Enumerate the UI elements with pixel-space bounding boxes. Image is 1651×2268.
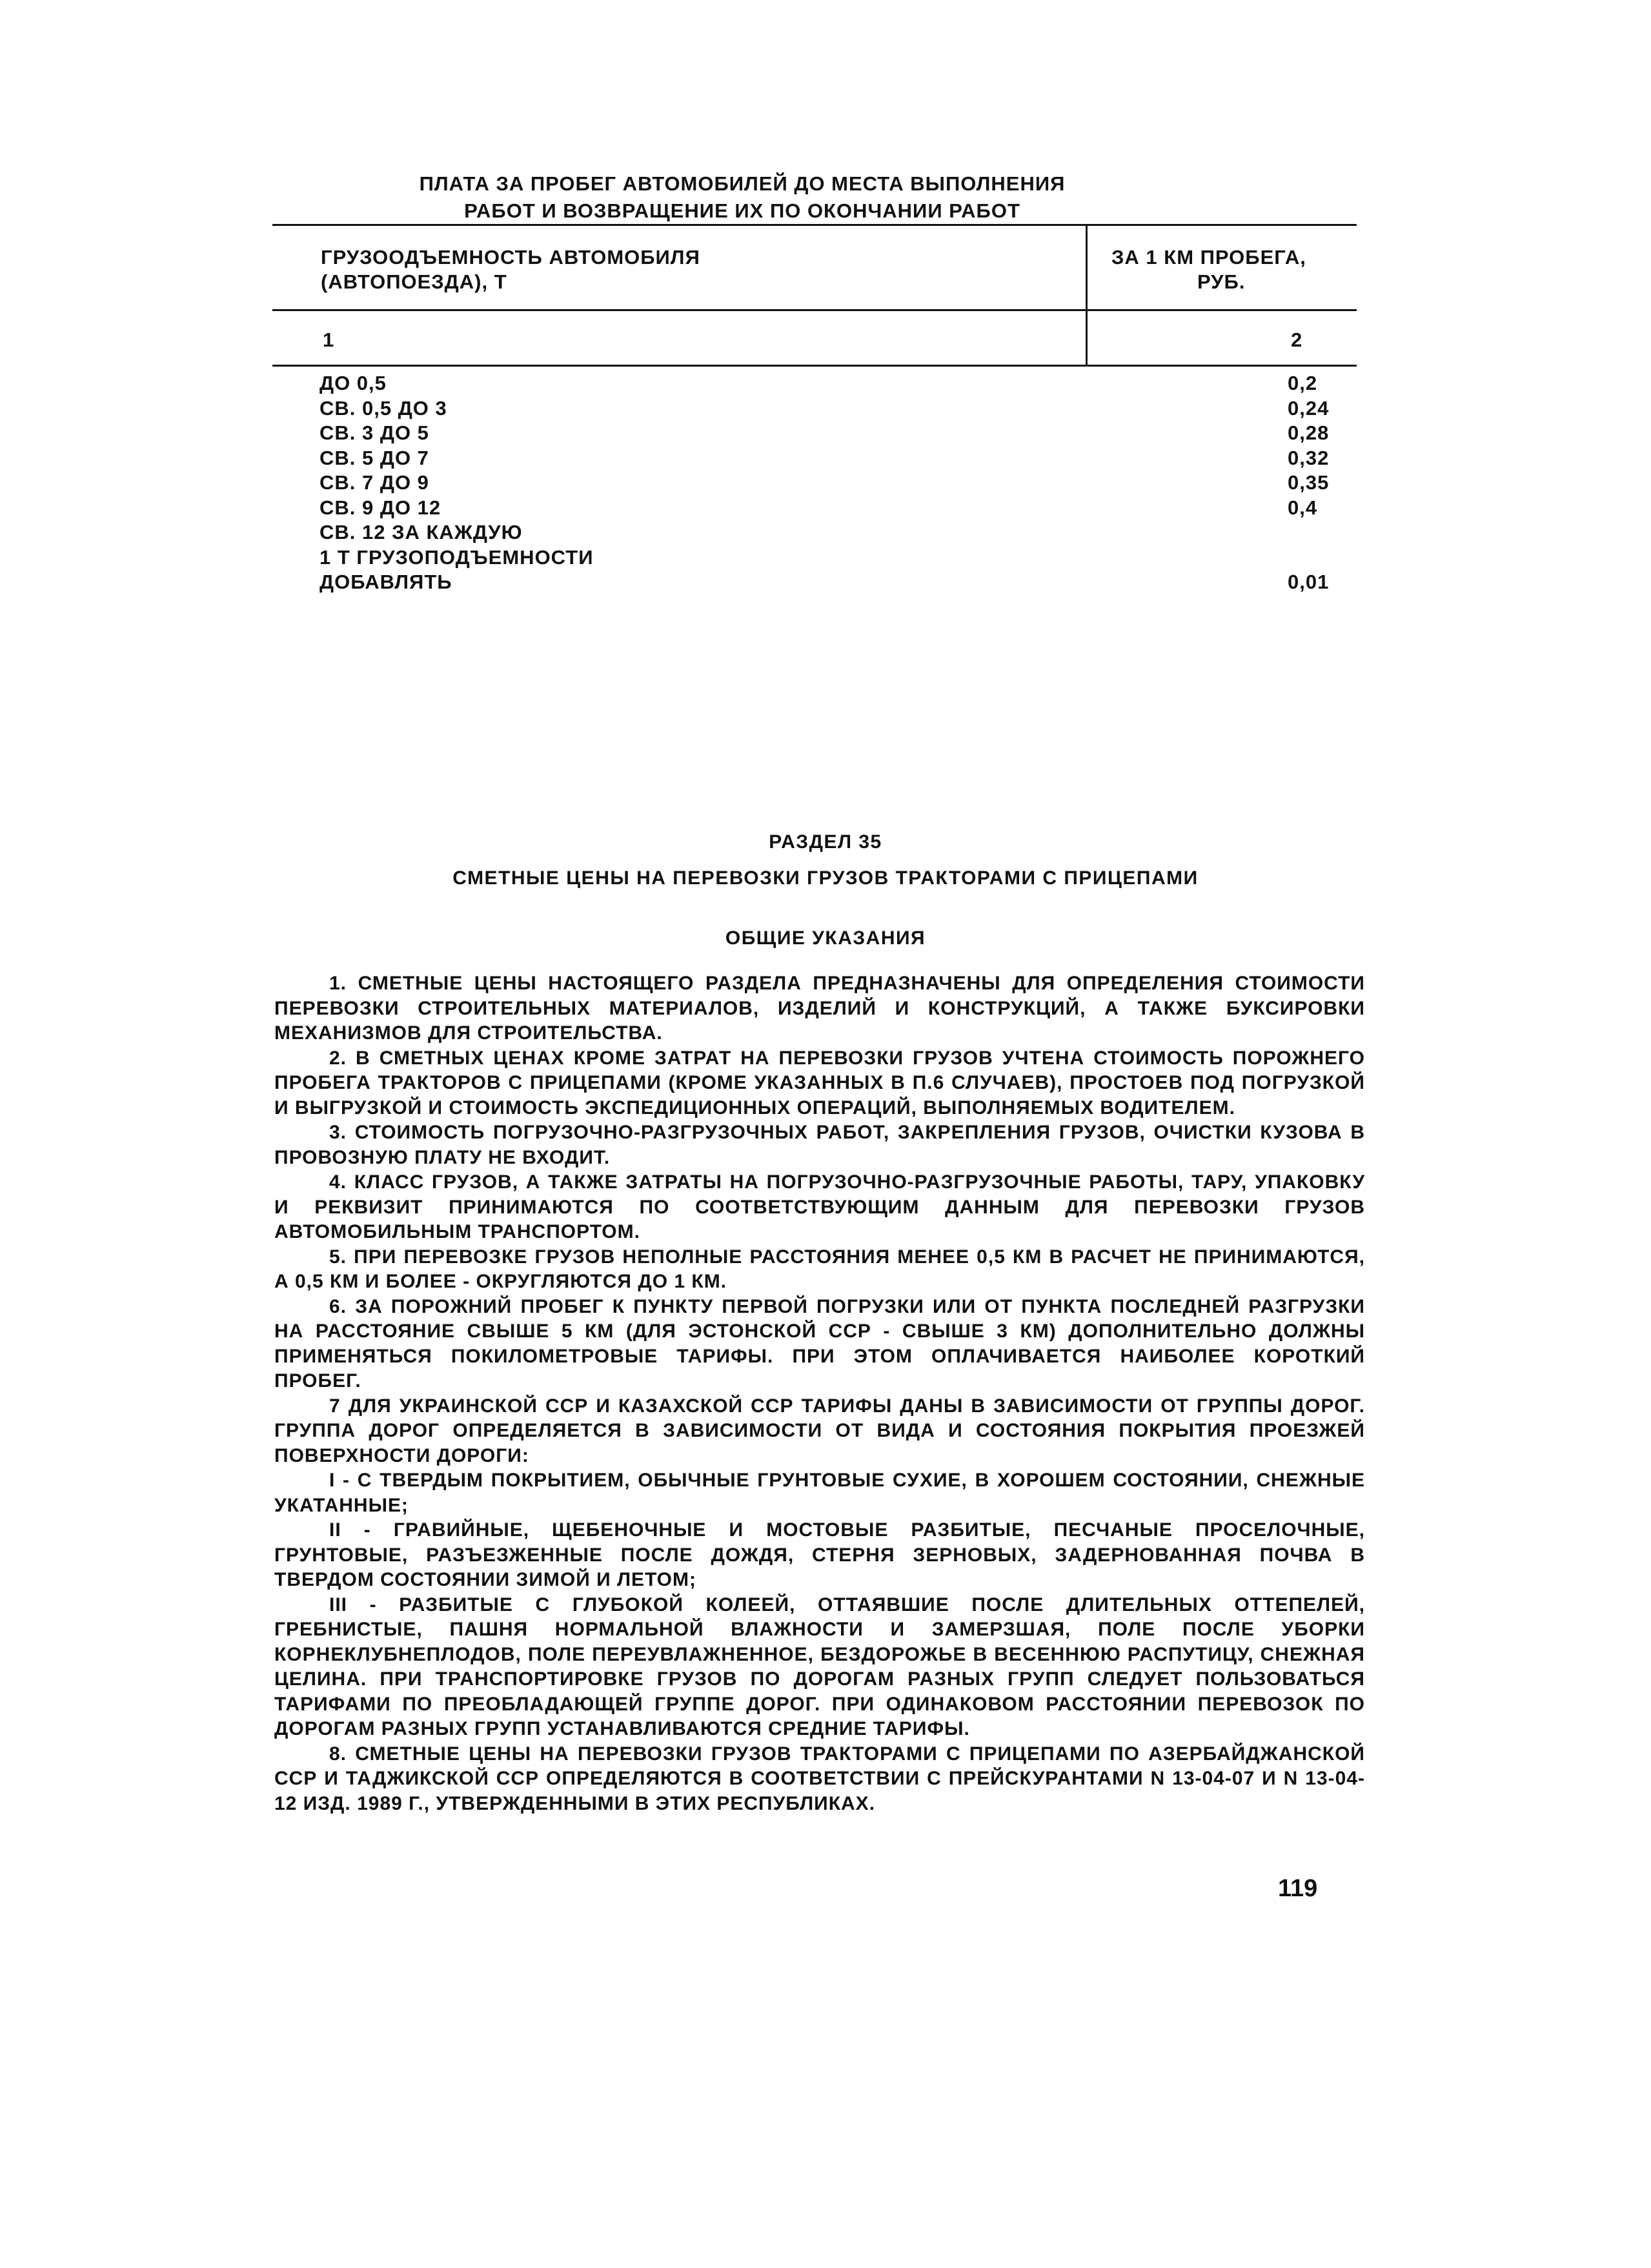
- table-row: [319, 570, 1352, 595]
- table-row: [319, 396, 1352, 421]
- paragraph: 7 ДЛЯ УКРАИНСКОЙ ССР И КАЗАХСКОЙ ССР ТАРИФЫ ДАНЫ В ЗАВИСИМОСТИ ОТ ГРУППЫ ДОРОГ. ГРУППА ДОРОГ ОПРЕДЕЛЯЕТСЯ В ЗАВИСИМОСТИ ОТ ВИДА И СОСТОЯНИЯ ПОКРЫТИЯ ПРОЕЗЖЕЙ ПОВЕРХНОСТИ ДОРОГИ:: [274, 1395, 1365, 1466]
- table-numbers-rule: [272, 365, 1357, 367]
- paragraph: 6. ЗА ПОРОЖНИЙ ПРОБЕГ К ПУНКТУ ПЕРВОЙ ПОГРУЗКИ ИЛИ ОТ ПУНКТА ПОСЛЕДНЕЙ РАЗГРУЗКИ НА РАССТОЯНИЕ СВЫШЕ 5 КМ (ДЛЯ ЭСТОНСКОЙ ССР - СВЫШЕ 3 КМ) ДОПОЛНИТЕЛЬНО ДОЛЖНЫ ПРИМЕНЯТЬСЯ ПОКИЛОМЕТРОВЫЕ ТАРИФЫ. ПРИ ЭТОМ ОПЛАЧИВАЕТСЯ НАИБОЛЕЕ КОРОТКИЙ ПРОБЕГ.: [274, 1295, 1365, 1392]
- row-value: 0,35: [1288, 471, 1330, 494]
- page-number: 119: [1278, 1875, 1318, 1902]
- row-value: 0,4: [1288, 496, 1318, 519]
- table-title-line1: ПЛАТА ЗА ПРОБЕГ АВТОМОБИЛЕЙ ДО МЕСТА ВЫПОЛНЕНИЯ: [419, 172, 1066, 195]
- paragraph: 1. СМЕТНЫЕ ЦЕНЫ НАСТОЯЩЕГО РАЗДЕЛА ПРЕДНАЗНАЧЕНЫ ДЛЯ ОПРЕДЕЛЕНИЯ СТОИМОСТИ ПЕРЕВОЗКИ СТРОИТЕЛЬНЫХ МАТЕРИАЛОВ, ИЗДЕЛИЙ И КОНСТРУКЦИЙ, А ТАКЖЕ БУКСИРОВКИ МЕХАНИЗМОВ ДЛЯ СТРОИТЕЛЬСТВА.: [274, 973, 1365, 1044]
- column-number-1: 1: [323, 329, 335, 351]
- table-column-divider: [1086, 224, 1088, 365]
- section-subtitle: ОБЩИЕ УКАЗАНИЯ: [725, 927, 926, 949]
- section-heading: РАЗДЕЛ 35: [769, 831, 882, 853]
- table-row: [319, 421, 1352, 446]
- column-number-2: 2: [1291, 329, 1303, 351]
- row-value: 0,2: [1288, 372, 1318, 394]
- table-row: [319, 446, 1352, 471]
- row-label: СВ. 7 ДО 9: [319, 471, 429, 494]
- row-label: СВ. 9 ДО 12: [319, 496, 441, 519]
- row-label: СВ. 12 ЗА КАЖДУЮ: [319, 521, 523, 543]
- table-row: [319, 520, 1352, 545]
- header-col2-line1: ЗА 1 КМ ПРОБЕГА,: [1111, 246, 1306, 268]
- row-label: СВ. 5 ДО 7: [319, 446, 429, 469]
- paragraph: 2. В СМЕТНЫХ ЦЕНАХ КРОМЕ ЗАТРАТ НА ПЕРЕВОЗКИ ГРУЗОВ УЧТЕНА СТОИМОСТЬ ПОРОЖНЕГО ПРОБЕГА ТРАКТОРОВ С ПРИЦЕПАМИ (КРОМЕ УКАЗАННЫХ В П.6 СЛУЧАЕВ), ПРОСТОЕВ ПОД ПОГРУЗКОЙ И ВЫГРУЗКОЙ И СТОИМОСТЬ ЭКСПЕДИЦИОННЫХ ОПЕРАЦИЙ, ВЫПОЛНЯЕМЫХ ВОДИТЕЛЕМ.: [274, 1047, 1365, 1119]
- row-label: ДО 0,5: [319, 372, 387, 394]
- row-label: ДОБАВЛЯТЬ: [319, 571, 452, 593]
- row-label: 1 Т ГРУЗОПОДЪЕМНОСТИ: [319, 545, 594, 569]
- table-row: [319, 496, 1352, 521]
- row-value: 0,24: [1288, 396, 1330, 420]
- table-row: [319, 371, 1352, 396]
- table-title-line2: РАБОТ И ВОЗВРАЩЕНИЕ ИХ ПО ОКОНЧАНИИ РАБОТ: [464, 199, 1020, 222]
- table-row: [319, 471, 1352, 496]
- row-label: СВ. 0,5 ДО 3: [319, 396, 447, 420]
- table-top-rule: [272, 224, 1357, 226]
- table-header-rule: [272, 309, 1357, 311]
- row-value: 0,28: [1288, 421, 1330, 444]
- table-body: [319, 371, 1352, 595]
- header-col2-line2: РУБ.: [1197, 270, 1246, 293]
- row-value: 0,32: [1288, 446, 1330, 469]
- row-label: СВ. 3 ДО 5: [319, 421, 429, 444]
- header-col1-line2: (АВТОПОЕЗДА), Т: [321, 270, 507, 293]
- header-col1-line1: ГРУЗООДЪЕМНОСТЬ АВТОМОБИЛЯ: [321, 246, 700, 268]
- row-value: 0,01: [1288, 571, 1330, 593]
- paragraph: II - ГРАВИЙНЫЕ, ЩЕБЕНОЧНЫЕ И МОСТОВЫЕ РАЗБИТЫЕ, ПЕСЧАНЫЕ ПРОСЕЛОЧНЫЕ, ГРУНТОВЫЕ, РАЗЪЕЗЖЕННЫЕ ПОСЛЕ ДОЖДЯ, СТЕРНЯ ЗЕРНОВЫХ, ЗАДЕРНОВАННАЯ ПОЧВА В ТВЕРДОМ СОСТОЯНИИ ЗИМОЙ И ЛЕТОМ;: [274, 1519, 1365, 1590]
- paragraph: 8. СМЕТНЫЕ ЦЕНЫ НА ПЕРЕВОЗКИ ГРУЗОВ ТРАКТОРАМИ С ПРИЦЕПАМИ ПО АЗЕРБАЙДЖАНСКОЙ ССР И ТАДЖИКСКОЙ ССР ОПРЕДЕЛЯЮТСЯ В СООТВЕТСТВИИ С ПРЕЙСКУРАНТАМИ N 13-04-07 И N 13-04-12 ИЗД. 1989 Г., УТВЕРЖДЕННЫМИ В ЭТИХ РЕСПУБЛИКАХ.: [274, 1743, 1365, 1814]
- general-instructions: [274, 971, 1365, 1816]
- paragraph: III - РАЗБИТЫЕ С ГЛУБОКОЙ КОЛЕЕЙ, ОТТАЯВШИЕ ПОСЛЕ ДЛИТЕЛЬНЫХ ОТТЕПЕЛЕЙ, ГРЕБНИСТЫЕ, ПАШНЯ НОРМАЛЬНОЙ ВЛАЖНОСТИ И ЗАМЕРЗШАЯ, ПОЛЕ ПОСЛЕ УБОРКИ КОРНЕКЛУБНЕПЛОДОВ, ПОЛЕ ПЕРЕУВЛАЖНЕННОЕ, БЕЗДОРОЖЬЕ В ВЕСЕННЮЮ РАСПУТИЦУ, СНЕЖНАЯ ЦЕЛИНА. ПРИ ТРАНСПОРТИРОВКЕ ГРУЗОВ ПО ДОРОГАМ РАЗНЫХ ГРУПП СЛЕДУЕТ ПОЛЬЗОВАТЬСЯ ТАРИФАМИ ПО ПРЕОБЛАДАЮЩЕЙ ГРУППЕ ДОРОГ. ПРИ ОДИНАКОВОМ РАССТОЯНИИ ПЕРЕВОЗОК ПО ДОРОГАМ РАЗНЫХ ГРУПП УСТАНАВЛИВАЮТСЯ СРЕДНИЕ ТАРИФЫ.: [274, 1594, 1365, 1739]
- paragraph: 3. СТОИМОСТЬ ПОГРУЗОЧНО-РАЗГРУЗОЧНЫХ РАБОТ, ЗАКРЕПЛЕНИЯ ГРУЗОВ, ОЧИСТКИ КУЗОВА В ПРОВОЗНУЮ ПЛАТУ НЕ ВХОДИТ.: [274, 1122, 1365, 1168]
- paragraph: I - С ТВЕРДЫМ ПОКРЫТИЕМ, ОБЫЧНЫЕ ГРУНТОВЫЕ СУХИЕ, В ХОРОШЕМ СОСТОЯНИИ, СНЕЖНЫЕ УКАТАННЫЕ;: [274, 1470, 1365, 1516]
- table-row: [319, 545, 1352, 571]
- paragraph: 4. КЛАСС ГРУЗОВ, А ТАКЖЕ ЗАТРАТЫ НА ПОГРУЗОЧНО-РАЗГРУЗОЧНЫЕ РАБОТЫ, ТАРУ, УПАКОВКУ И РЕКВИЗИТ ПРИНИМАЮТСЯ ПО СООТВЕТСТВУЮЩИМ ДАННЫМ ДЛЯ ПЕРЕВОЗКИ ГРУЗОВ АВТОМОБИЛЬНЫМ ТРАНСПОРТОМ.: [274, 1171, 1365, 1242]
- paragraph: 5. ПРИ ПЕРЕВОЗКЕ ГРУЗОВ НЕПОЛНЫЕ РАССТОЯНИЯ МЕНЕЕ 0,5 КМ В РАСЧЕТ НЕ ПРИНИМАЮТСЯ, А 0,5 КМ И БОЛЕЕ - ОКРУГЛЯЮТСЯ ДО 1 КМ.: [274, 1246, 1365, 1292]
- section-title: СМЕТНЫЕ ЦЕНЫ НА ПЕРЕВОЗКИ ГРУЗОВ ТРАКТОРАМИ С ПРИЦЕПАМИ: [452, 867, 1199, 889]
